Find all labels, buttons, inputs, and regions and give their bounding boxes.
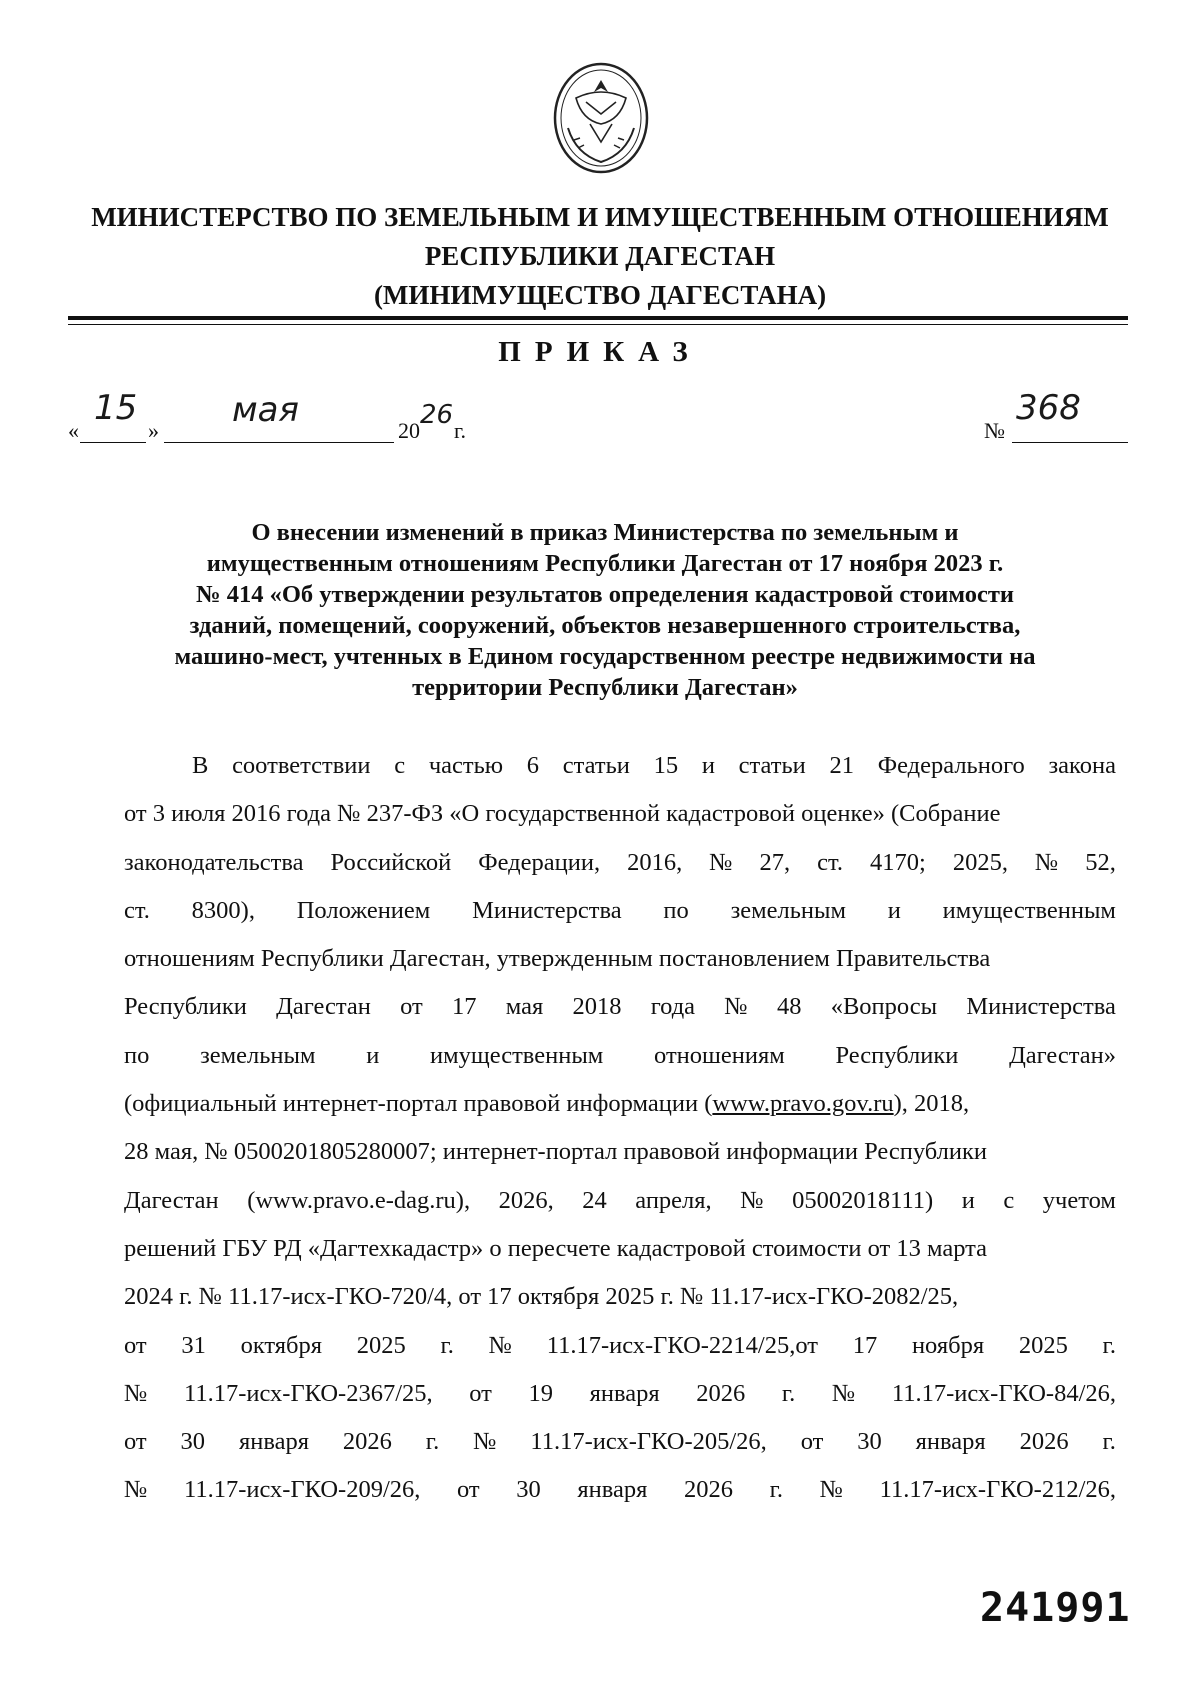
subject-line: машино-мест, учтенных в Едином государственном реестре недвижимости на xyxy=(174,643,1036,670)
body-word: закона xyxy=(1048,752,1116,779)
body-word: от xyxy=(469,1379,492,1407)
body-word: статьи xyxy=(738,752,806,779)
body-word: № xyxy=(124,1379,148,1407)
body-line xyxy=(124,1032,1116,1080)
body-word: (официальный интернет-портал правовой информации (www.pravo.gov.ru), 2018, xyxy=(124,1080,969,1128)
body-word: отношениям xyxy=(654,1041,785,1069)
body-word: 11.17-исх-ГКО-2214/25,от xyxy=(546,1331,818,1359)
body-line xyxy=(124,887,1116,935)
ministry-name xyxy=(40,198,1160,315)
body-word: № xyxy=(724,993,748,1021)
order-title: ПРИКАЗ xyxy=(498,336,702,368)
body-word: 17 xyxy=(852,1331,878,1359)
body-word: Положением xyxy=(296,896,431,924)
body-word: мая xyxy=(505,993,544,1021)
body-word: имущественным xyxy=(430,1041,604,1069)
body-word: земельным xyxy=(730,896,846,924)
body-word: г. xyxy=(1102,1428,1116,1456)
body-word: 2025 xyxy=(1018,1331,1068,1359)
header-divider-thick xyxy=(68,316,1128,320)
body-word: года xyxy=(650,993,696,1021)
body-word: января xyxy=(238,1428,309,1456)
body-word: 30 xyxy=(516,1476,541,1504)
body-word: от xyxy=(800,1428,824,1456)
body-word: Федерации, xyxy=(478,848,601,876)
body-word: 17 xyxy=(451,993,477,1021)
body-word: по xyxy=(124,1041,150,1069)
ministry-line: МИНИСТЕРСТВО ПО ЗЕМЕЛЬНЫМ И ИМУЩЕСТВЕННЫМ ОТНОШЕНИЯМ xyxy=(91,202,1109,232)
body-word: от xyxy=(124,1428,147,1456)
body-line xyxy=(124,790,1116,838)
body-word: и xyxy=(366,1041,380,1069)
body-word: имущественным xyxy=(942,896,1116,924)
body-word: 11.17-исх-ГКО-212/26, xyxy=(879,1476,1116,1504)
subject-line: зданий, помещений, сооружений, объектов незавершенного строительства, xyxy=(189,612,1021,639)
body-word: 19 xyxy=(528,1379,553,1407)
body-word: г. xyxy=(781,1379,796,1407)
body-word: 52, xyxy=(1085,848,1116,876)
body-word: по xyxy=(663,896,689,924)
body-word: 15 xyxy=(653,752,679,779)
body-word: земельным xyxy=(200,1041,316,1069)
body-word: 2026 xyxy=(696,1379,746,1407)
body-word: января xyxy=(915,1428,986,1456)
body-word: № xyxy=(1034,848,1059,876)
body-word: № xyxy=(488,1331,513,1359)
body-word: № xyxy=(740,1186,764,1214)
body-word: 11.17-исх-ГКО-205/26, xyxy=(530,1428,767,1456)
order-subject xyxy=(110,517,1100,703)
body-word: Федерального xyxy=(877,752,1025,779)
body-word: 30 xyxy=(180,1428,206,1456)
body-word: № xyxy=(709,848,733,876)
year-prefix: 20 xyxy=(398,418,420,443)
body-word: 21 xyxy=(829,752,855,779)
subject-line: территории Республики Дагестан» xyxy=(412,674,798,701)
body-word: законодательства xyxy=(124,848,304,876)
body-word: 4170; xyxy=(870,848,926,876)
year-suffix: 26 xyxy=(420,400,454,430)
body-word: Российской xyxy=(330,848,452,876)
order-date-number-line xyxy=(68,388,1128,448)
body-line xyxy=(124,1418,1116,1466)
body-word: 6 xyxy=(526,752,540,779)
order-number-label: № xyxy=(984,418,1005,443)
body-word: ст. xyxy=(124,896,150,924)
day-underline xyxy=(80,442,146,443)
body-line xyxy=(124,983,1116,1031)
registration-number: 241991 xyxy=(980,1585,1131,1631)
body-word: Республики xyxy=(835,1041,959,1069)
body-word: 11.17-исх-ГКО-209/26, xyxy=(184,1476,421,1504)
subject-line: О внесении изменений в приказ Министерства по земельным и xyxy=(251,519,959,546)
body-word: № xyxy=(819,1476,844,1504)
body-word: и xyxy=(701,752,715,779)
body-line xyxy=(124,1128,1116,1176)
body-word: 2026 xyxy=(1019,1428,1069,1456)
body-word: 2025, xyxy=(952,848,1008,876)
ministry-line: (МИНИМУЩЕСТВО ДАГЕСТАНА) xyxy=(373,280,827,310)
date-close-quote: » xyxy=(148,418,159,443)
number-underline xyxy=(1012,442,1128,443)
body-word: статьи xyxy=(562,752,630,779)
body-line xyxy=(124,742,1116,790)
body-word: «Вопросы xyxy=(830,993,938,1021)
body-word: с xyxy=(394,752,406,779)
body-word: 2024 г. № 11.17-исх-ГКО-720/4, от 17 октября 2025 г. № 11.17-исх-ГКО-2082/25, xyxy=(124,1283,959,1311)
body-word: от xyxy=(456,1476,480,1504)
body-line xyxy=(124,1225,1116,1273)
body-word: 05002018111) xyxy=(792,1186,934,1214)
subject-line: имущественным отношениям Республики Дагестан от 17 ноября 2023 г. xyxy=(206,550,1004,577)
body-line xyxy=(124,1466,1116,1514)
body-line xyxy=(124,1080,1116,1128)
body-word: апреля, xyxy=(635,1186,712,1214)
body-line xyxy=(124,1177,1116,1225)
body-word: от xyxy=(400,993,423,1021)
body-word: Республики xyxy=(124,993,247,1021)
body-word: 24 xyxy=(582,1186,607,1214)
body-word: от 3 июля 2016 года № 237-ФЗ «О государственной кадастровой оценке» (Собрание xyxy=(124,800,1001,828)
body-word: и xyxy=(961,1186,975,1214)
body-line xyxy=(124,1370,1116,1418)
body-line xyxy=(124,839,1116,887)
body-word: частью xyxy=(428,752,504,779)
body-word: В xyxy=(192,752,209,779)
header-divider-thin xyxy=(68,324,1128,325)
body-word: января xyxy=(577,1476,648,1504)
body-word: 27, xyxy=(759,848,791,876)
body-word: г. xyxy=(425,1428,440,1456)
body-word: 11.17-исх-ГКО-84/26, xyxy=(891,1379,1116,1407)
body-word: 2016, xyxy=(627,848,683,876)
order-body-text xyxy=(124,742,1116,1515)
body-word: 28 мая, № 0500201805280007; интернет-портал правовой информации Республики xyxy=(124,1138,988,1166)
body-word: № xyxy=(473,1428,497,1456)
body-word: Министерства xyxy=(472,896,622,924)
year-unit: г. xyxy=(454,418,467,443)
body-word: (www.pravo.e-dag.ru), xyxy=(247,1186,471,1214)
body-word: отношениям Республики Дагестан, утвержденным постановлением Правительства xyxy=(124,945,991,973)
month-underline xyxy=(164,442,394,443)
body-word: 30 xyxy=(857,1428,882,1456)
body-line xyxy=(124,1322,1116,1370)
body-word: Дагестан xyxy=(276,993,371,1021)
body-word: г. xyxy=(1102,1331,1116,1359)
body-word: 2018 xyxy=(572,993,622,1021)
body-word: от xyxy=(124,1331,147,1359)
body-word: решений ГБУ РД «Дагтехкадастр» о пересчете кадастровой стоимости от 13 марта xyxy=(124,1234,988,1262)
body-word: 2026, xyxy=(498,1186,554,1214)
order-month: мая xyxy=(232,390,299,430)
body-word: Министерства xyxy=(966,993,1116,1021)
body-line xyxy=(124,935,1116,983)
body-word: 8300), xyxy=(191,896,255,924)
body-word: 48 xyxy=(776,993,802,1021)
body-word: 2026 xyxy=(342,1428,392,1456)
ministry-line: РЕСПУБЛИКИ ДАГЕСТАН xyxy=(424,241,776,271)
body-word: и xyxy=(887,896,901,924)
body-line xyxy=(124,1273,1116,1321)
body-word: г. xyxy=(440,1331,454,1359)
body-word: соответствии xyxy=(232,752,371,779)
body-word: января xyxy=(589,1379,660,1407)
body-word: № xyxy=(831,1379,856,1407)
body-word: г. xyxy=(769,1476,784,1504)
order-number: 368 xyxy=(1016,388,1081,428)
pravo-gov-link[interactable]: www.pravo.gov.ru xyxy=(712,1090,894,1118)
body-word: 11.17-исх-ГКО-2367/25, xyxy=(184,1379,433,1407)
body-word: 31 xyxy=(181,1331,206,1359)
body-word: с xyxy=(1003,1186,1015,1214)
body-word: учетом xyxy=(1042,1186,1116,1214)
body-word: ст. xyxy=(817,848,844,876)
coat-of-arms-icon xyxy=(546,58,656,176)
body-word: 2026 xyxy=(683,1476,733,1504)
date-open-quote: « xyxy=(68,418,79,443)
subject-line: № 414 «Об утверждении результатов определения кадастровой стоимости xyxy=(195,581,1015,608)
body-word: Дагестан» xyxy=(1009,1041,1116,1069)
order-day: 15 xyxy=(94,388,138,428)
body-word: ноября xyxy=(911,1331,985,1359)
body-word: 2025 xyxy=(356,1331,406,1359)
body-word: октября xyxy=(240,1331,323,1359)
body-word: № xyxy=(124,1476,148,1504)
body-word: Дагестан xyxy=(124,1186,219,1214)
